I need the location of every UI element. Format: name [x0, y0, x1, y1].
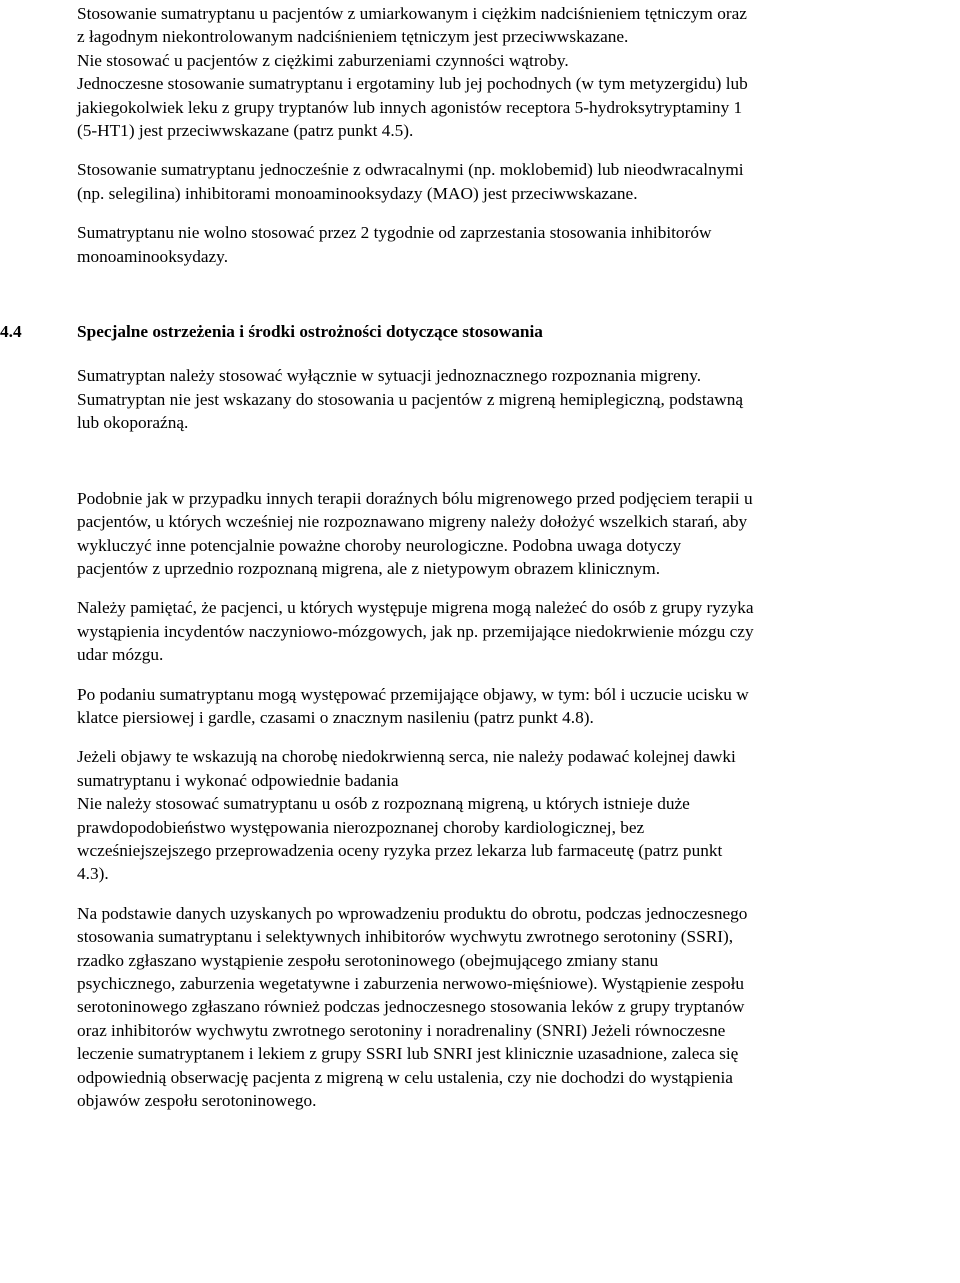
- text-line: klatce piersiowej i gardle, czasami o znacznym nasileniu (patrz punkt 4.8).: [77, 707, 594, 727]
- text-line: Jeżeli objawy te wskazują na chorobę niedokrwienną serca, nie należy podawać kolejnej dawki: [77, 747, 736, 767]
- paragraph-diagnosis-warning: [77, 487, 957, 581]
- text-line: Nie stosować u pacjentów z ciężkimi zaburzeniami czynności wątroby.: [77, 50, 569, 70]
- paragraph-cardiac-warning: [77, 745, 957, 885]
- text-line: wystąpienia incydentów naczyniowo-mózgowych, jak np. przemijające niedokrwienie mózgu czy: [77, 621, 754, 641]
- paragraph-indication: [77, 364, 957, 434]
- section-title: Specjalne ostrzeżenia i środki ostrożności dotyczące stosowania: [77, 322, 543, 342]
- text-line: (np. selegilina) inhibitorami monoaminooksydazy (MAO) jest przeciwwskazane.: [77, 183, 638, 203]
- text-line: Stosowanie sumatryptanu jednocześnie z odwracalnymi (np. moklobemid) lub nieodwracalnymi: [77, 160, 744, 180]
- text-line: (5-HT1) jest przeciwwskazane (patrz punkt 4.5).: [77, 121, 414, 141]
- text-line: Podobnie jak w przypadku innych terapii doraźnych bólu migrenowego przed podjęciem terapii u: [77, 488, 753, 508]
- paragraph-transient-symptoms: [77, 683, 957, 730]
- text-line: wcześniejszejszego przeprowadzenia oceny ryzyka przez lekarza lub farmaceutę (patrz punkt: [77, 840, 723, 860]
- text-line: rzadko zgłaszano wystąpienie zespołu serotoninowego (obejmującego zmiany stanu: [77, 950, 659, 970]
- paragraph-cerebrovascular-risk: [77, 596, 957, 666]
- text-line: oraz inhibitorów wychwytu zwrotnego serotoniny i noradrenaliny (SNRI) Jeżeli równoczesne: [77, 1020, 726, 1040]
- paragraph-mao-inhibitors: [77, 158, 957, 205]
- text-line: Na podstawie danych uzyskanych po wprowadzeniu produktu do obrotu, podczas jednoczesnego: [77, 903, 748, 923]
- text-line: Sumatryptanu nie wolno stosować przez 2 tygodnie od zaprzestania stosowania inhibitorów: [77, 223, 712, 243]
- text-line: odpowiednią obserwację pacjenta z migreną w celu ustalenia, czy nie dochodzi do wystąpienia: [77, 1067, 733, 1087]
- text-line: Należy pamiętać, że pacjenci, u których występuje migrena mogą należeć do osób z grupy ryzyka: [77, 598, 754, 618]
- text-line: pacjentów z uprzednio rozpoznaną migrena, ale z nietypowym obrazem klinicznym.: [77, 558, 661, 578]
- text-line: jakiegokolwiek leku z grupy tryptanów lub innych agonistów receptora 5-hydroksytryptaminy 1: [77, 97, 743, 117]
- section-number: 4.4: [0, 322, 22, 342]
- text-line: serotoninowego zgłaszano również podczas jednoczesnego stosowania leków z grupy tryptanów: [77, 997, 745, 1017]
- text-line: Stosowanie sumatryptanu u pacjentów z umiarkowanym i ciężkim nadciśnieniem tętniczym oraz: [77, 4, 747, 23]
- text-line: wykluczyć inne potencjalnie poważne choroby neurologiczne. Podobna uwaga dotyczy: [77, 535, 682, 555]
- text-line: prawdopodobieństwo występowania nierozpoznanej choroby kardiologicznej, bez: [77, 817, 645, 837]
- text-line: 4.3).: [77, 864, 109, 884]
- text-line: z łagodnym niekontrolowanym nadciśnieniem tętniczym jest przeciwwskazane.: [77, 27, 629, 47]
- section-heading: [0, 320, 957, 343]
- text-line: leczenie sumatryptanem i lekiem z grupy SSRI lub SNRI jest klinicznie uzasadnione, zaleca się: [77, 1044, 739, 1064]
- paragraph-serotonin-syndrome: [77, 902, 957, 1113]
- text-line: sumatryptanu i wykonać odpowiednie badania: [77, 770, 399, 790]
- text-line: Sumatryptan należy stosować wyłącznie w sytuacji jednoznacznego rozpoznania migreny.: [77, 366, 702, 386]
- text-line: monoaminooksydazy.: [77, 246, 229, 266]
- document-page: [0, 2, 957, 1112]
- text-line: Po podaniu sumatryptanu mogą występować przemijające objawy, w tym: ból i uczucie ucisku w: [77, 684, 749, 704]
- text-line: Jednoczesne stosowanie sumatryptanu i ergotaminy lub jej pochodnych (w tym metyzergidu) lub: [77, 74, 748, 94]
- text-line: pacjentów, u których wcześniej nie rozpoznawano migreny należy dołożyć wszelkich starań, aby: [77, 512, 748, 532]
- text-line: lub okoporaźną.: [77, 413, 189, 433]
- text-line: udar mózgu.: [77, 645, 164, 665]
- text-line: stosowania sumatryptanu i selektywnych inhibitorów wychwytu zwrotnego serotoniny (SSRI),: [77, 927, 734, 947]
- text-line: Sumatryptan nie jest wskazany do stosowania u pacjentów z migreną hemiplegiczną, podstawną: [77, 389, 744, 409]
- text-line: Nie należy stosować sumatryptanu u osób z rozpoznaną migreną, u których istnieje duże: [77, 794, 690, 814]
- text-line: psychicznego, zaburzenia wegetatywne i zaburzenia nerwowo-mięśniowe). Wystąpienie zespołu: [77, 974, 745, 993]
- text-line: objawów zespołu serotoninowego.: [77, 1091, 317, 1111]
- paragraph-contraindications: [77, 2, 957, 142]
- paragraph-mao-washout: [77, 221, 957, 268]
